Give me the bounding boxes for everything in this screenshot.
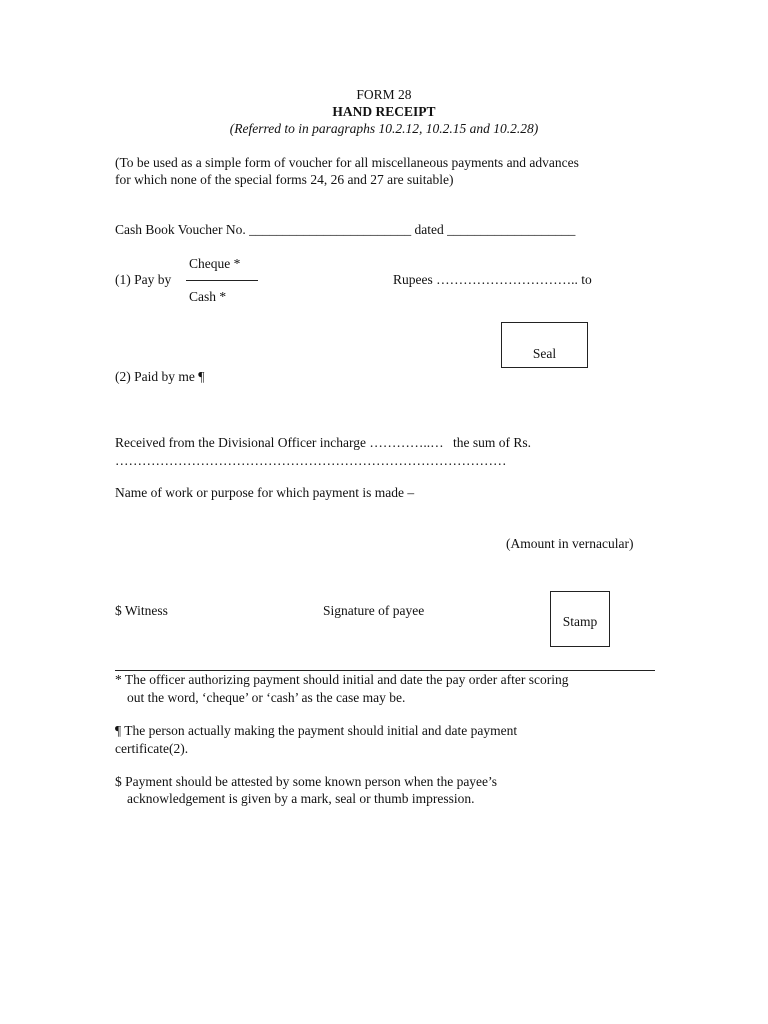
amount-vernacular: (Amount in vernacular) [506,536,634,551]
form-reference: (Referred to in paragraphs 10.2.12, 10.2.15 and 10.2.28) [229,121,539,136]
intro-line-1: (To be used as a simple form of voucher for all miscellaneous payments and advances [115,155,579,170]
footnote-1-line-2: out the word, ‘cheque’ or ‘cash’ as the case may be. [127,690,406,705]
stamp-box [550,591,610,647]
rupees-dots: ………………………….. [436,272,578,287]
seal-label: Seal [532,346,557,361]
payee-signature-label: Signature of payee [323,603,425,618]
received-label: Received from the Divisional Officer incharge [115,435,367,450]
form-title: HAND RECEIPT [332,104,436,119]
footnote-1-line-1: * The officer authorizing payment should initial and date the pay order after scoring [115,672,569,687]
voucher-label: Cash Book Voucher No. [115,222,246,237]
footnote-2-line-1: ¶ The person actually making the payment should initial and date payment [115,723,518,738]
voucher-dated-blank: ___________________ [447,222,576,237]
paid-by-me: (2) Paid by me ¶ [115,369,205,384]
received-line-1 [115,434,531,451]
intro-line-2: for which none of the special forms 24, 26 and 27 are suitable) [115,172,454,187]
rupees-line [393,271,592,288]
pay-by-label: (1) Pay by [115,272,172,287]
received-amount-dots: …………………………………………………………………………… [115,453,507,468]
footnote-3-line-1: $ Payment should be attested by some known person when the payee’s [115,774,498,789]
voucher-dated-label: dated [414,222,444,237]
voucher-number-blank: ________________________ [249,222,412,237]
form-number: FORM 28 [356,87,412,102]
rupees-label: Rupees [393,272,433,287]
received-officer-dots: …………..… [369,435,444,450]
voucher-line [115,221,575,238]
purpose-label: Name of work or purpose for which payment is made – [115,485,415,500]
witness-label: $ Witness [115,603,168,618]
stamp-label: Stamp [562,614,598,629]
seal-box [501,322,588,368]
rupees-to-label: to [581,272,592,287]
pay-option-cheque: Cheque * [189,256,241,271]
footnote-3-line-2: acknowledgement is given by a mark, seal or thumb impression. [127,791,475,806]
pay-option-cash: Cash * [189,289,227,304]
pay-option-divider [186,280,258,281]
footnote-2-line-2: certificate(2). [115,741,189,756]
received-sum-label: the sum of Rs. [453,435,532,450]
